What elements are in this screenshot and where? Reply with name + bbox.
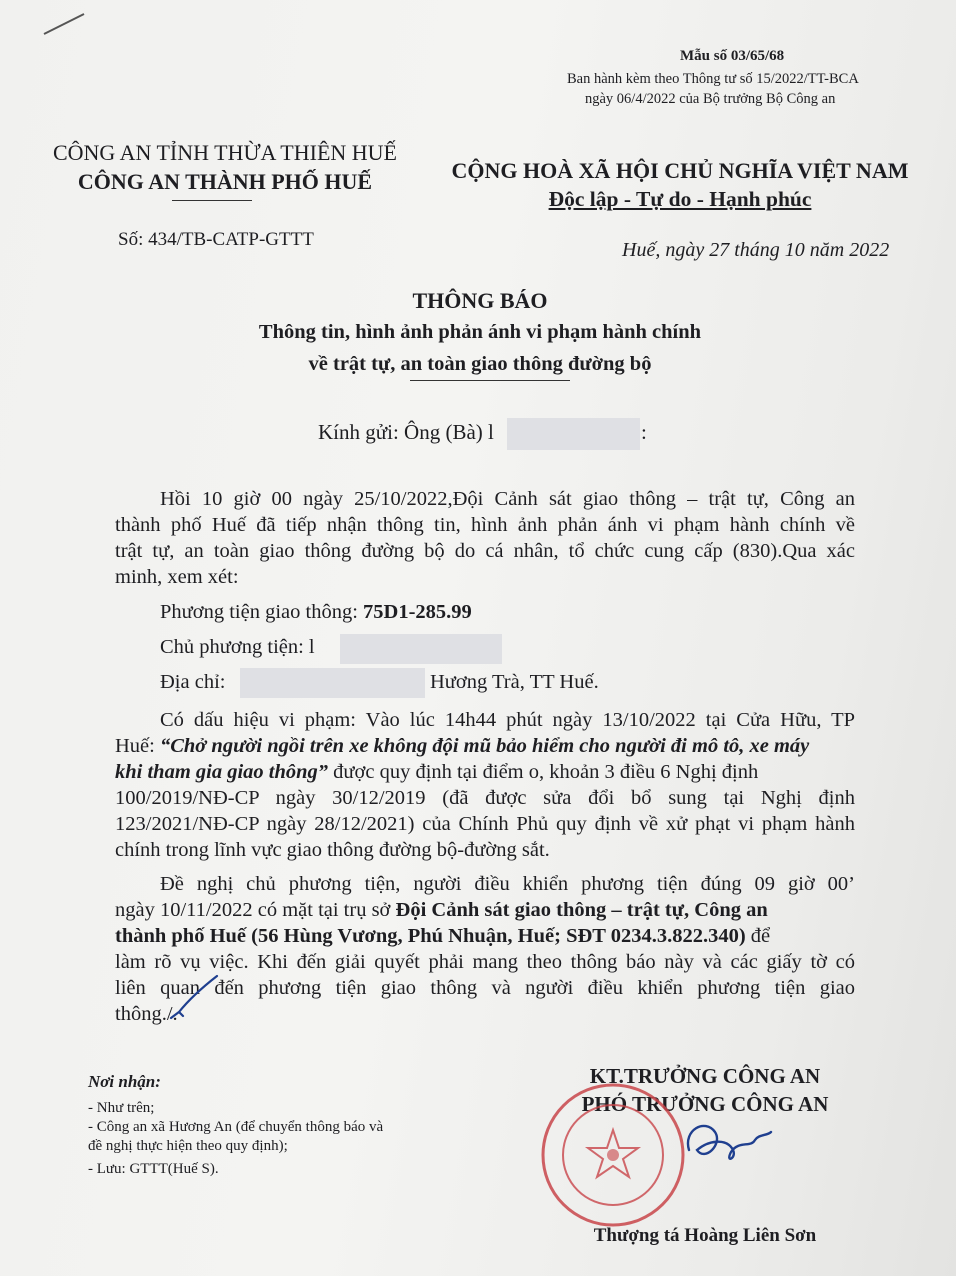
p2-violation-text: “Chở người ngồi trên xe không đội mũ bảo hiểm cho người đi mô tô, xe máy	[159, 735, 810, 757]
redacted-address	[240, 668, 425, 698]
form-issued-with: Ban hành kèm theo Thông tư số 15/2022/TT-BCA	[567, 71, 859, 87]
p2-line-4: 100/2019/NĐ-CP ngày 30/12/2019 (đã được sửa đổi bổ sung tại Nghị định	[115, 787, 855, 809]
form-issued-date: ngày 06/4/2022 của Bộ trưởng Bộ Công an	[585, 91, 836, 107]
p3-office-address: thành phố Huế (56 Hùng Vương, Phú Nhuận, Huế; SĐT 0234.3.822.340)	[115, 925, 746, 947]
doc-subtitle-1: Thông tin, hình ảnh phản ánh vi phạm hành chính	[258, 321, 702, 343]
p3-line-1: Đề nghị chủ phương tiện, người điều khiển phương tiện đúng 09 giờ 00’	[160, 873, 855, 895]
p3-line-2-lead: ngày 10/11/2022 có mặt tại trụ sở	[115, 899, 396, 921]
pen-mark	[40, 8, 90, 38]
red-seal-stamp	[538, 1080, 688, 1230]
recipient-item-1: - Như trên;	[88, 1100, 155, 1116]
redacted-owner	[340, 634, 502, 664]
document-number: Số: 434/TB-CATP-GTTT	[118, 229, 314, 250]
p1-line-3: trật tự, an toàn giao thông đường bộ do cá nhân, tổ chức cung cấp (830).Qua xác	[115, 540, 855, 562]
address-value: Hương Trà, TT Huế.	[430, 671, 599, 693]
address-label: Địa chỉ:	[160, 671, 226, 693]
p3-line-3	[115, 925, 770, 948]
redacted-name	[507, 418, 640, 450]
signature-scribble	[675, 1110, 775, 1180]
p2-line-2-lead: Huế:	[115, 735, 160, 757]
agency-underline	[172, 200, 252, 201]
p2-line-3	[115, 761, 758, 784]
p3-line-5: liên quan đến phương tiện giao thông và người điều khiển phương tiện giao	[115, 977, 855, 999]
signature-title-1: KT.TRƯỞNG CÔNG AN	[589, 1064, 821, 1088]
recipients-heading: Nơi nhận:	[88, 1072, 161, 1091]
handwritten-tick	[165, 972, 225, 1027]
p3-line-2	[115, 899, 768, 922]
agency-name: CÔNG AN THÀNH PHỐ HUẾ	[77, 169, 373, 194]
p2-line-3-rest: được quy định tại điểm o, khoản 3 điều 6 Nghị định	[328, 761, 759, 783]
form-code: Mẫu số 03/65/68	[680, 48, 785, 64]
vehicle-line	[160, 601, 472, 624]
recipient-item-2: - Công an xã Hương An (để chuyển thông báo và	[88, 1119, 384, 1135]
p1-line-2: thành phố Huế đã tiếp nhận thông tin, hình ảnh phản ánh vi phạm hành chính về	[115, 514, 855, 536]
signature-title-2: PHÓ TRƯỞNG CÔNG AN	[581, 1092, 829, 1116]
p2-line-6: chính trong lĩnh vực giao thông đường bộ-đường sắt.	[115, 839, 550, 861]
place-date: Huế, ngày 27 tháng 10 năm 2022	[622, 239, 890, 261]
recipient-item-2-cont: đề nghị thực hiện theo quy định);	[88, 1138, 288, 1154]
nation-title: CỘNG HOÀ XÃ HỘI CHỦ NGHĨA VIỆT NAM	[451, 158, 909, 183]
agency-parent: CÔNG AN TỈNH THỪA THIÊN HUẾ	[52, 140, 397, 165]
p3-office-name: Đội Cảnh sát giao thông – trật tự, Công an	[395, 899, 768, 921]
p3-line-6: thông./.	[115, 1003, 178, 1025]
vehicle-label: Phương tiện giao thông:	[160, 601, 364, 623]
nation-motto: Độc lập - Tự do - Hạnh phúc	[548, 187, 812, 211]
p2-line-5: 123/2021/NĐ-CP ngày 28/12/2021) của Chính Phủ quy định về xử phạt vi phạm hành	[115, 813, 855, 835]
title-underline	[410, 380, 570, 381]
doc-subtitle-2: về trật tự, an toàn giao thông đường bộ	[308, 353, 652, 375]
recipient-item-3: - Lưu: GTTT(Huế S).	[88, 1161, 219, 1177]
recipient-prefix: l	[488, 420, 494, 444]
vehicle-plate: 75D1-285.99	[363, 601, 472, 623]
recipient-colon: :	[641, 420, 647, 444]
p3-line-4: làm rõ vụ việc. Khi đến giải quyết phải mang theo thông báo này và các giấy tờ có	[115, 951, 855, 973]
recipient-label: Kính gửi: Ông (Bà)	[318, 420, 489, 444]
owner-line: Chủ phương tiện: l	[160, 636, 315, 658]
p2-line-2	[115, 735, 809, 758]
doc-title: THÔNG BÁO	[412, 288, 548, 313]
recipient-line	[318, 420, 494, 445]
p1-line-1: Hồi 10 giờ 00 ngày 25/10/2022,Đội Cảnh sát giao thông – trật tự, Công an	[160, 488, 855, 510]
p3-line-3-rest: để	[745, 925, 771, 947]
p2-line-1: Có dấu hiệu vi phạm: Vào lúc 14h44 phút ngày 13/10/2022 tại Cửa Hữu, TP	[160, 709, 855, 731]
signer-name: Thượng tá Hoàng Liên Sơn	[593, 1225, 817, 1246]
p2-violation-text-end: khi tham gia giao thông”	[115, 761, 329, 783]
p1-line-4: minh, xem xét:	[115, 566, 239, 588]
